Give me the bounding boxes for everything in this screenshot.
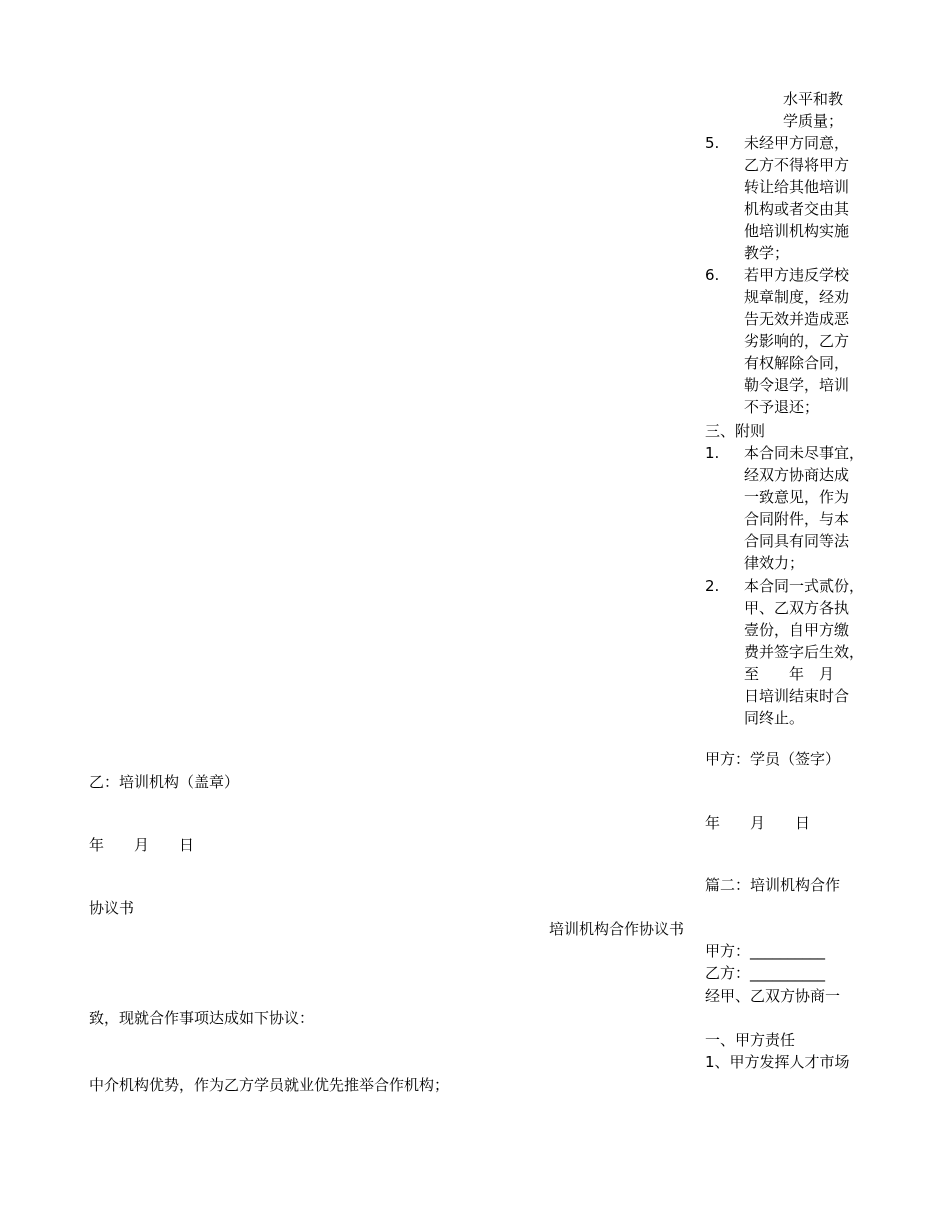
text-line: 日培训结束时合	[744, 687, 850, 705]
text-line: 本合同一式贰份，	[744, 577, 865, 595]
text-line: 教学；	[744, 244, 790, 262]
text-line: 未经甲方同意，	[744, 134, 850, 152]
text-line: 有权解除合同，	[744, 354, 850, 372]
section-heading-appendix: 三、附则	[705, 422, 766, 440]
intermediary-line: 中介机构优势，作为乙方学员就业优先推举合作机构；	[89, 1076, 450, 1094]
party-a-blank: 甲方：__________	[705, 942, 826, 960]
party-b-signature: 乙：培训机构（盖章）	[89, 773, 240, 791]
text-line: 告无效并造成恶	[744, 310, 850, 328]
continued-text	[783, 88, 843, 132]
agreement-title: 培训机构合作协议书	[549, 920, 685, 938]
text-line: 学质量；	[783, 112, 844, 130]
date-line-left: 年 月 日	[89, 836, 195, 854]
list-number: 1.	[705, 444, 720, 462]
text-line: 至 年 月	[744, 665, 835, 683]
consultation-line: 经甲、乙双方协商一	[705, 987, 841, 1005]
text-line: 本合同未尽事宜，	[744, 444, 865, 462]
text-line: 律效力；	[744, 554, 805, 572]
party-a-signature: 甲方：学员（签字）	[705, 750, 841, 768]
text-line: 一致意见，作为	[744, 488, 850, 506]
agreement-line: 致，现就合作事项达成如下协议：	[89, 1009, 315, 1027]
list-number: 5.	[705, 134, 720, 152]
text-line: 费并签字后生效，	[744, 643, 865, 661]
text-line: 同终止。	[744, 709, 805, 727]
text-line: 劣影响的，乙方	[744, 332, 850, 350]
party-a-duty-1: 1、甲方发挥人才市场	[705, 1053, 850, 1071]
text-line: 乙方不得将甲方	[744, 156, 850, 174]
text-line: 甲、乙双方各执	[744, 599, 850, 617]
text-line: 不予退还；	[744, 398, 820, 416]
section-heading-party-a: 一、甲方责任	[705, 1031, 796, 1049]
text-line: 规章制度，经劝	[744, 288, 850, 306]
text-line: 壹份，自甲方缴	[744, 621, 850, 639]
text-line: 他培训机构实施	[744, 222, 850, 240]
text-line: 勒令退学，培训	[744, 376, 850, 394]
text-line: 经双方协商达成	[744, 466, 850, 484]
text-line: 合同附件，与本	[744, 510, 850, 528]
date-line-right: 年 月 日	[705, 814, 811, 832]
agreement-word: 协议书	[89, 899, 135, 917]
text-line: 转让给其他培训	[744, 178, 850, 196]
text-line: 若甲方违反学校	[744, 266, 850, 284]
text-line: 合同具有同等法	[744, 532, 850, 550]
text-line: 机构或者交由其	[744, 200, 850, 218]
text-line: 水平和教	[783, 90, 844, 108]
part-two-title: 篇二：培训机构合作	[705, 876, 841, 894]
list-number: 2.	[705, 577, 720, 595]
party-b-blank: 乙方：__________	[705, 964, 826, 982]
list-number: 6.	[705, 266, 720, 284]
